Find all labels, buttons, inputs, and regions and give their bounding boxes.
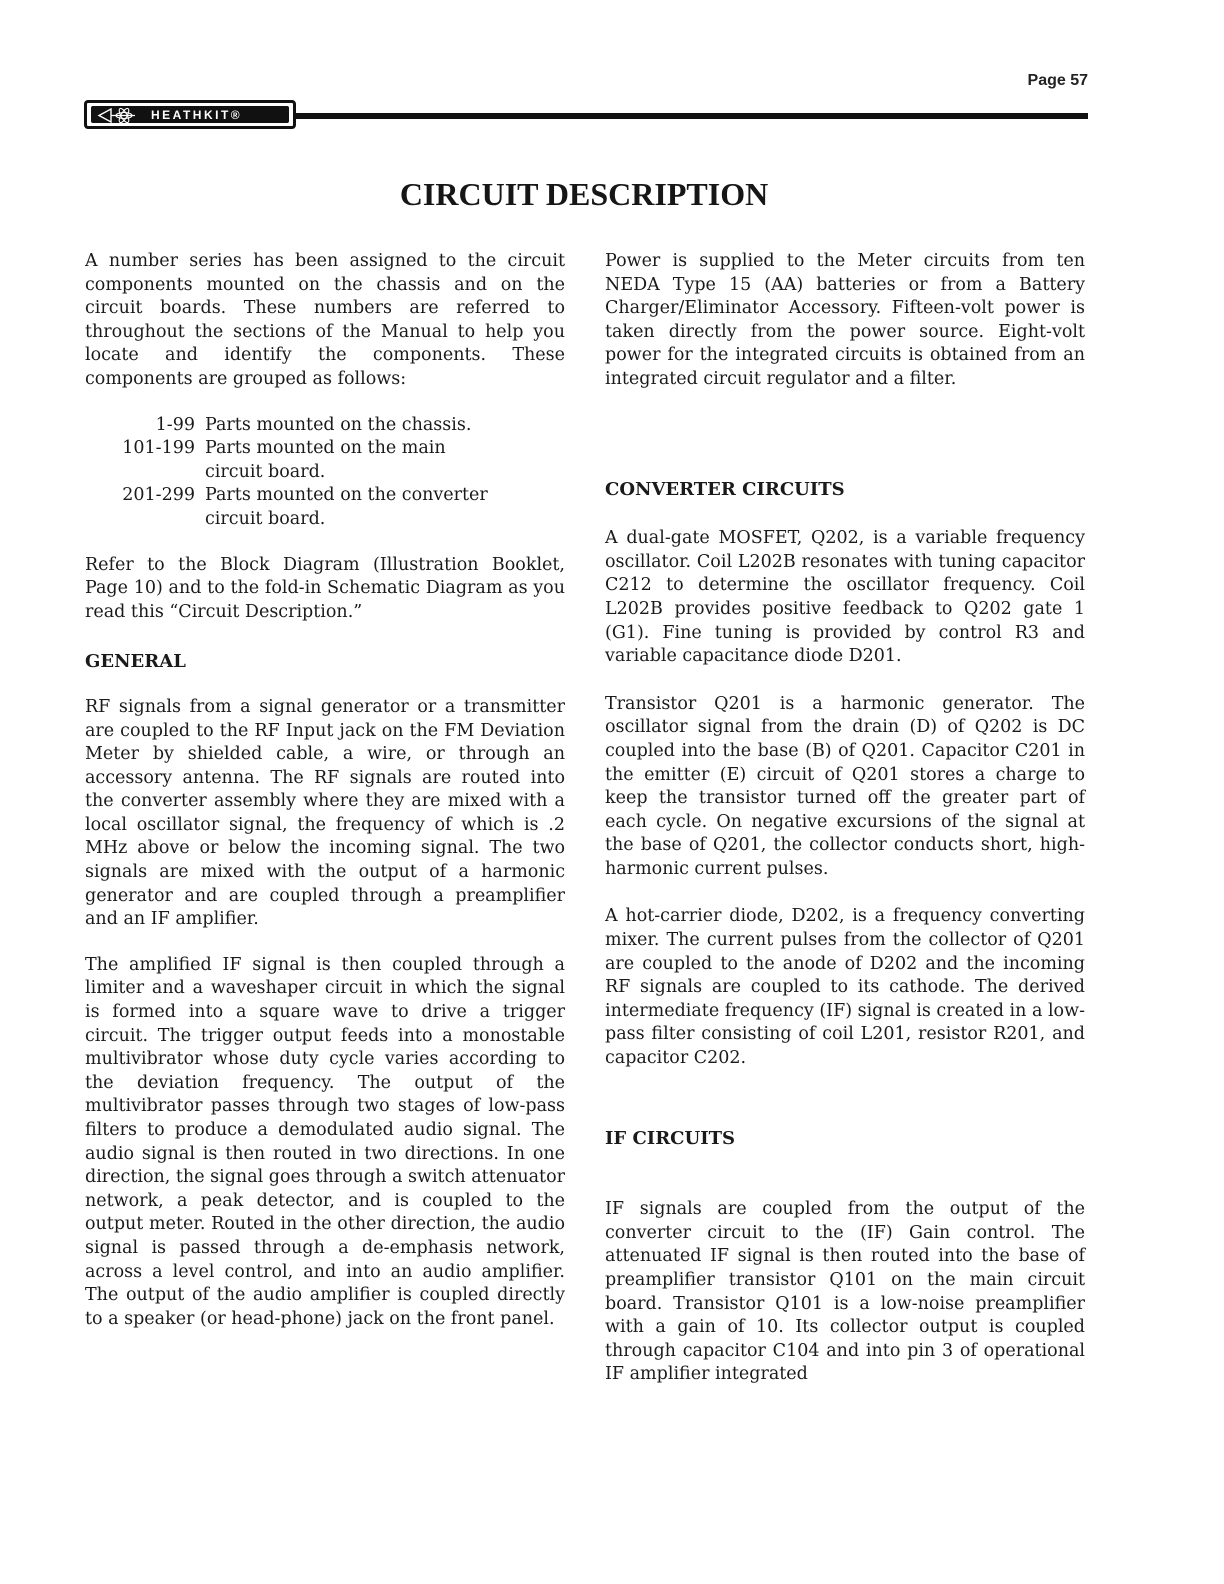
section-heading-if: IF CIRCUITS [605,1127,736,1149]
section-heading-converter: CONVERTER CIRCUITS [605,478,845,500]
general-paragraph-1: RF signals from a signal generator or a transmitter are coupled to the RF Input jack on the FM Deviation Meter by shielded cable, a wire, or through an accessory antenna. The RF signals are routed into the converter assembly where they are mixed with a local oscillator signal, the frequency of which is .2 MHz above or below the incoming signal. The two signals are mixed with the output of a harmonic generator and are coupled through a preamplifier and an IF amplifier. [85,696,565,930]
logo-text: HEATHKIT® [151,108,243,122]
part-range: 201-299 [122,485,195,506]
power-paragraph: Power is supplied to the Meter circuits from ten NEDA Type 15 (AA) batteries or from a Battery Charger/Eliminator Accessory. Fifteen-volt power is taken directly from the power source. Eight-volt power for the integrated circuits is obtained from an integrated circuit regulator and a filter. [605,251,1085,389]
refer-paragraph: Refer to the Block Diagram (Illustration Booklet, Page 10) and to the fold-in Schematic Diagram as you read this “Circuit Description.” [85,554,565,622]
part-range: 101-199 [122,438,195,459]
heathkit-logo [84,100,296,129]
section-heading-general: GENERAL [85,651,186,673]
part-description: Parts mounted on the main circuit board. [205,438,446,482]
converter-paragraph-3: A hot-carrier diode, D202, is a frequency converting mixer. The current pulses from the collector of Q201 are coupled to the anode of D202 and the incoming RF signals are coupled to its cathode. The derived intermediate frequency (IF) signal is created in a low-pass filter consisting of coil L201, resistor R201, and capacitor C202. [605,906,1085,1069]
intro-paragraph: A number series has been assigned to the circuit components mounted on the chassis and on the circuit boards. These numbers are referred to throughout the sections of the Manual to help you locate and identify the components. These components are grouped as follows: [85,251,565,389]
right-column [605,250,1085,1387]
part-description: Parts mounted on the chassis. [205,414,472,435]
header-rule [296,113,1088,119]
page-title: CIRCUIT DESCRIPTION [399,176,769,212]
converter-paragraph-1: A dual-gate MOSFET, Q202, is a variable frequency oscillator. Coil L202B resonates with tuning capacitor C212 to determine the oscillator frequency. Coil L202B provides positive feedback to Q202 gate 1 (G1). Fine tuning is provided by control R3 and variable capacitance diode D201. [605,528,1085,667]
logo-band [91,106,289,123]
part-range: 1-99 [155,414,195,435]
general-paragraph-2: The amplified IF signal is then coupled through a limiter and a waveshaper circuit in which the signal is formed into a square wave to drive a trigger circuit. The trigger output feeds into a monostable multivibrator whose duty cycle varies according to the deviation frequency. The output of the multivibrator passes through two stages of low-pass filters to produce a demodulated audio signal. The audio signal is then routed in two directions. In one direction, the signal goes through a switch attenuator network, a peak detector, and is coupled to the output meter. Routed in the other direction, the audio signal is passed through a de-emphasis network, across a level control, and into an audio amplifier. The output of the audio amplifier is coupled directly to a speaker (or head-phone) jack on the front panel. [85,954,565,1329]
heathkit-emblem-icon [97,107,137,124]
converter-paragraph-2: Transistor Q201 is a harmonic generator. The oscillator signal from the drain (D) of Q202 is DC coupled into the base (B) of Q201. Capacitor C201 in the emitter (E) circuit of Q201 stores a charge to keep the transistor turned off the greater part of each cycle. On negative excursions of the signal at the base of Q201, the collector conducts short, high-harmonic current pulses. [605,693,1085,879]
page-number: Page 57 [1027,72,1088,89]
if-paragraph-1: IF signals are coupled from the output of the converter circuit to the (IF) Gain control. The attenuated IF signal is then routed into the base of preamplifier transistor Q101 on the main circuit board. Transistor Q101 is a low-noise preamplifier with a gain of 10. Its collector output is coupled through capacitor C104 and into pin 3 of operational IF amplifier integrated [605,1199,1085,1385]
list-item [85,437,565,484]
parts-numbering-list [85,414,565,532]
list-item [85,484,565,531]
left-column [85,250,565,1331]
part-description: Parts mounted on the converter circuit board. [205,485,488,529]
list-item [85,414,565,438]
